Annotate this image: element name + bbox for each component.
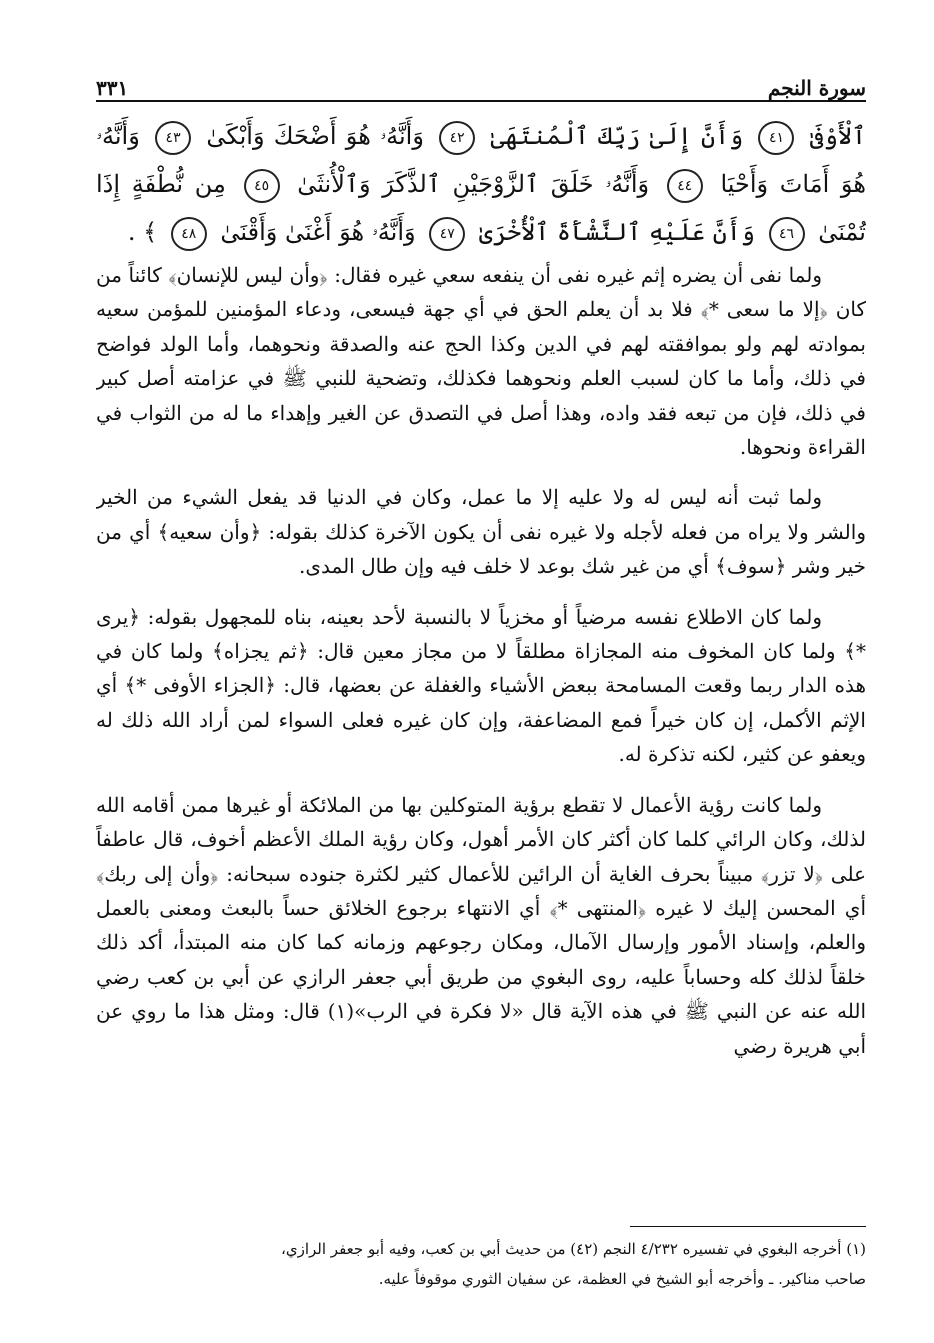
verse-number-marker: ٤٧ xyxy=(429,217,465,251)
verse-text: وَأَنَّهُۥ خَلَقَ ٱلزَّوْجَيْنِ ٱلذَّكَرَ وَٱلْأُنثَىٰ xyxy=(297,170,650,198)
paragraph: ولما ثبت أنه ليس له ولا عليه إلا ما عمل، وكان في الدنيا قد يفعل الشيء من الخير والشر ولا يراه من فعله لأجله ولا غيره نفى أن يكون الآخرة كذلك بقوله: ﴿وأن سعيه﴾ أي من خير وشر ﴿سوف﴾ أي من غير شك بوعد لا خلف فيه وإن طال المدى. xyxy=(96,485,866,579)
verse-text: وَأَنَّهُۥ هُوَ أَغْنَىٰ وَأَقْنَىٰ xyxy=(220,218,416,246)
verse-text: وَأَنَّهُۥ هُوَ أَمَاتَ وَأَحْيَا xyxy=(96,122,866,198)
verse-text: مِن نُّطْفَةٍ إِذَا تُمْنَىٰ xyxy=(96,170,866,246)
verse-text: وَأَنَّهُۥ هُوَ أَضْحَكَ وَأَبْكَىٰ xyxy=(206,122,424,150)
verse-text: وَأَنَّ عَلَيْهِ ٱلنَّشْأَةَ ٱلْأُخْرَىٰ xyxy=(478,218,755,246)
paragraph: ولما كانت رؤية الأعمال لا تقطع برؤية المتوكلين بها من الملائكة أو غيرها ممن أقامه الله لذلك، وكان الرائي كلما كان أكثر كان الأمر أهول، وكان رؤية الملك الأعظم أخوف، قال عاطفاً على ﴿لا تزر﴾ مبيناً بحرف الغاية أن الرائين للأعمال كثير لكثرة جنوده سبحانه: ﴿وأن إلى ربك﴾ أي المحسن إليك لا غيره ﴿المنتهى *﴾ أي الانتهاء برجوع الخلائق حساً بالبعث ومعنى بالعمل والعلم، وإسناد الأمور وإرسال الآمال، ومكان رجوعهم وزمانه كما كان منه المبتدأ، أكد ذلك خلقاً لذلك كله وحساباً عليه، روى البغوي من طريق أبي جعفر الرازي عن أبي بن كعب رضي الله عنه عن النبي ﷺ في هذه الآية قال «لا فكرة في الرب»(١) قال: ومثل هذا ما روي عن أبي هريرة رضي xyxy=(96,792,866,1058)
verse-number-marker: ٤٦ xyxy=(769,217,805,251)
footnote-divider xyxy=(630,1226,866,1227)
header-divider xyxy=(96,100,866,102)
quran-verses xyxy=(96,112,866,262)
surah-title: سورة النجم xyxy=(767,76,866,100)
verse-number-marker: ٤٨ xyxy=(171,217,207,251)
verse-number-marker: ٤٢ xyxy=(439,121,475,155)
verse-number-marker: ٤٥ xyxy=(244,169,280,203)
page-header xyxy=(96,60,866,100)
verse-text: وَأَنَّ إِلَىٰ رَبِّكَ ٱلْمُنتَهَىٰ xyxy=(490,122,744,150)
verse-number-marker: ٤٣ xyxy=(155,121,191,155)
verse-text: ٱلْأَوْفَىٰ xyxy=(809,122,866,150)
paragraph: ولما كان الاطلاع نفسه مرضياً أو مخزياً لا بالنسبة لأحد بعينه، بناه للمجهول بقوله: ﴿يرى *﴾ ولما كان المخوف منه المجازاة مطلقاً لا من مجاز معين قال: ﴿ثم يجزاه﴾ ولما كان في هذه الدار ربما وقعت المسامحة ببعض الأشياء والغفلة عن بعضها، قال: ﴿الجزاء الأوفى *﴾ أي الإثم الأكمل، إن كان خيراً فمع المضاعفة، وإن كان غيره فعلى السواء لمن أراد الله ذلك له ويعفو عن كثير، لكنه تذكرة له. xyxy=(96,604,866,767)
verse-number-marker: ٤١ xyxy=(758,121,794,155)
verse-number-marker: ٤٤ xyxy=(667,169,703,203)
page-number: ٣٣١ xyxy=(96,76,129,100)
footnote xyxy=(96,1234,866,1304)
verse-block xyxy=(96,112,866,256)
commentary-body xyxy=(96,258,866,1208)
footnote-line: (١) أخرجه البغوي في تفسيره ٤/٢٣٢ النجم (٤٢) من حديث أبي بن كعب، وفيه أبو جعفر الرازي، xyxy=(281,1240,866,1258)
footnote-line: صاحب مناكير. ـ وأخرجه أبو الشيخ في العظمة، عن سفيان الثوري موقوفاً عليه. xyxy=(378,1270,866,1288)
paragraph: ولما نفى أن يضره إثم غيره نفى أن ينفعه سعي غيره فقال: ﴿وأن ليس للإنسان﴾ كائناً من كان ﴿إلا ما سعى *﴾ فلا بد أن يعلم الحق في أي جهة فيسعى، ودعاء المؤمنين للمؤمن سعيه بموادته لهم ولو بموافقته لهم في الدين وكذا الحج عنه والصدقة ونحوهما، وأما الولد فواضح في ذلك، وأما ما كان لسبب العلم ونحوهما فكذلك، وتضحية للنبي ﷺ في عزامته أصل كبير في ذلك، فإن من تبعه فقد واده، وهذا أصل في التصدق عن الغير وإهداء ما له من الثواب في القراءة ونحوها. xyxy=(96,263,866,460)
verse-end-mark: ﴾ . xyxy=(127,218,158,246)
